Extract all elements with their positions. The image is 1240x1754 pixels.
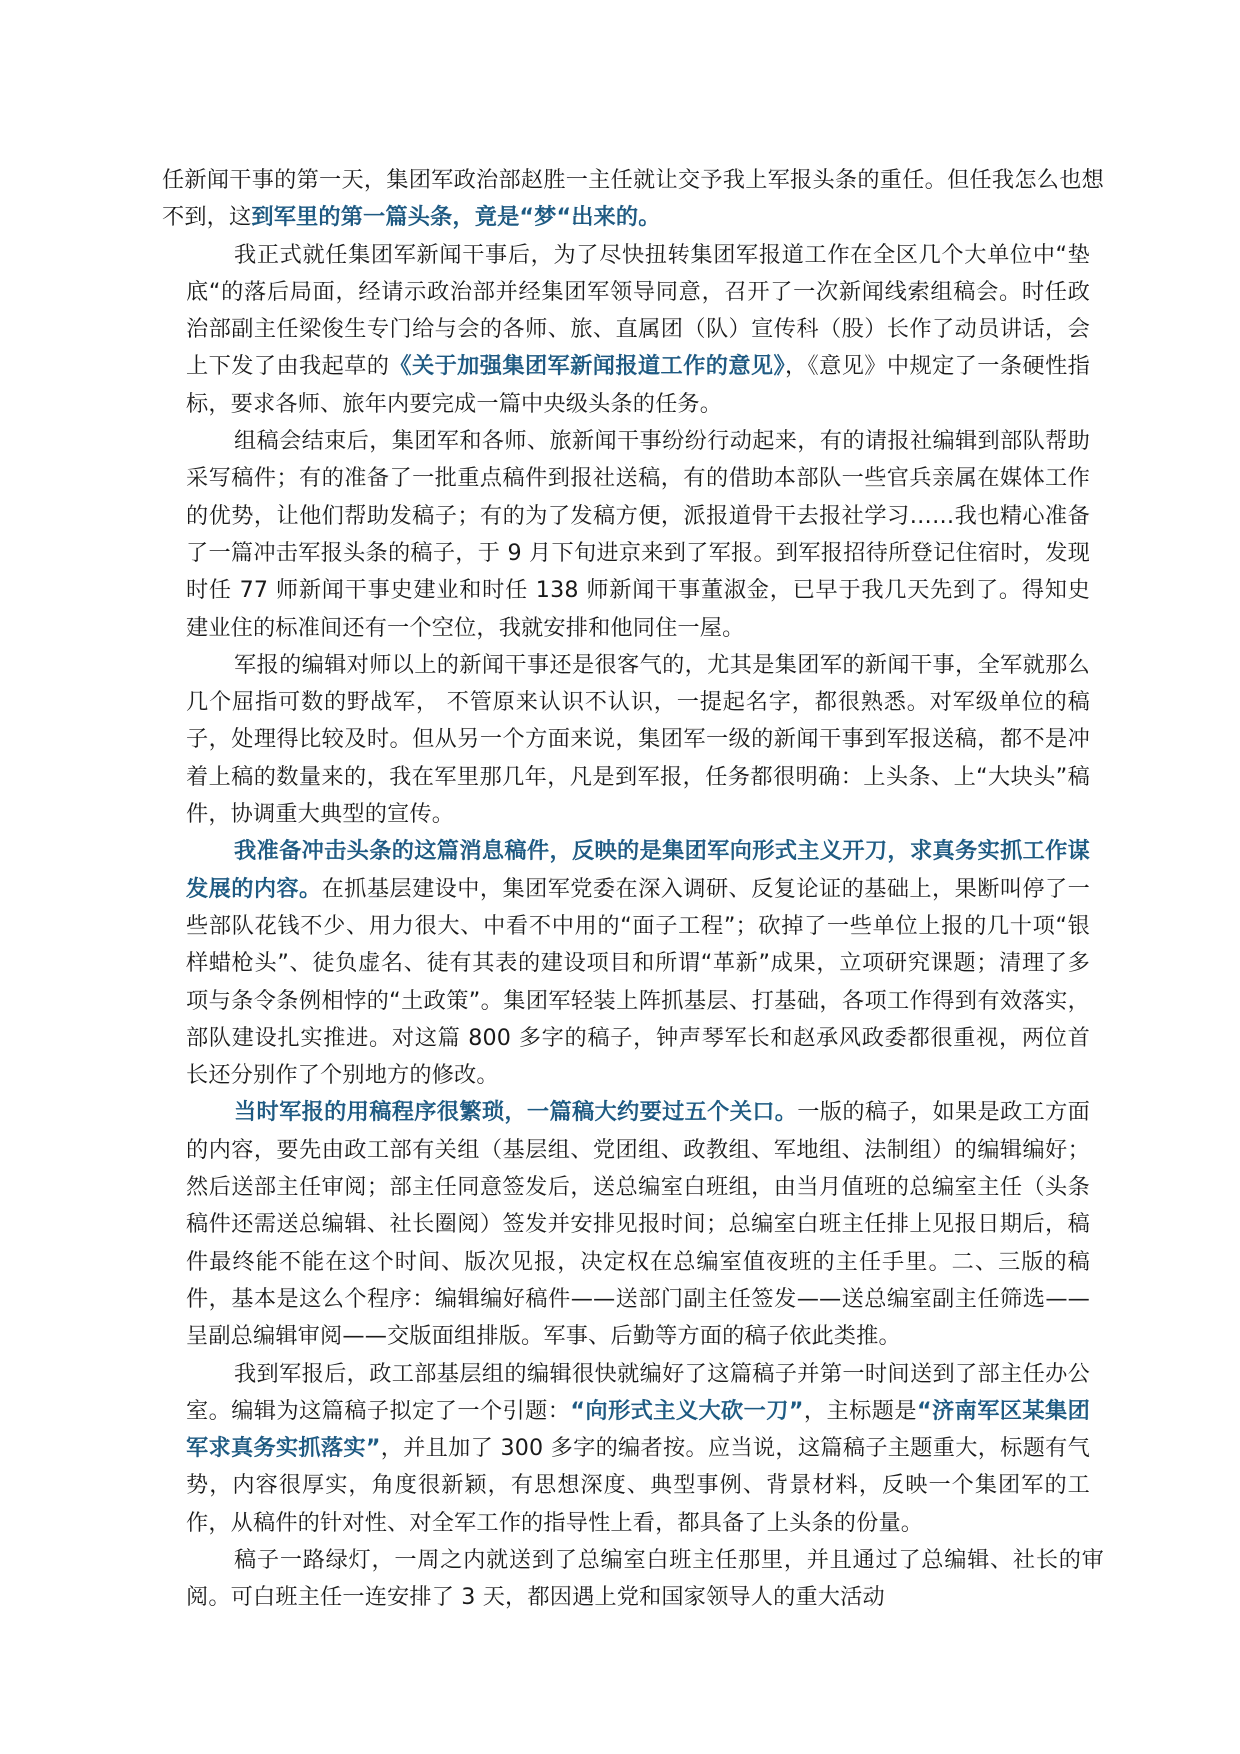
highlighted-text: “向形式主义大砍一刀” (570, 1397, 804, 1424)
article-body (162, 162, 1104, 1617)
paragraph-7 (186, 1356, 1090, 1542)
paragraph-text: 我正式就任集团军新闻干事后，为了尽快扭转集团军报道工作在全区几个大单位中“垫底“的落后局面，经请示政治部并经集团军领导同意，召开了一次新闻线索组稿会。时任政治部副主任梁俊生专门给与会的各师、旅、直属团（队）宣传科（股）长作了动员讲话，会上下发了由我起草的 (186, 241, 1090, 380)
paragraph-3 (186, 423, 1090, 647)
paragraph-text: 一版的稿子，如果是政工方面的内容，要先由政工部有关组（基层组、党团组、政教组、军地组、法制组）的编辑编好；然后送部主任审阅；部主任同意签发后，送总编室白班组，由当月值班的总编室主任（头条稿件还需送总编辑、社长圈阅）签发并安排见报时间；总编室白班主任排上见报日期后，稿件最终能不能在这个时间、版次见报，决定权在总编室值夜班的主任手里。二、三版的稿件，基本是这么个程序：编辑编好稿件——送部门副主任签发——送总编室副主任筛选——呈副总编辑审阅——交版面组排版。军事、后勤等方面的稿子依此类推。 (186, 1099, 1091, 1350)
paragraph-text: 稿子一路绿灯，一周之内就送到了总编室白班主任那里，并且通过了总编辑、社长的审阅。可白班主任一连安排了 3 天，都因遇上党和国家领导人的重大活动 (186, 1546, 1104, 1611)
paragraph-text: ，主标题是 (803, 1397, 917, 1424)
paragraph-4 (186, 647, 1090, 833)
highlighted-text: “济南军区某集团军求真务实抓落实” (186, 1397, 1090, 1462)
paragraph-1 (162, 162, 1104, 237)
highlighted-text: 到军里的第一篇头条，竟是“梦“出来的。 (251, 204, 661, 231)
paragraph-6 (186, 1094, 1090, 1355)
highlighted-text: 当时军报的用稿程序很繁琐，一篇稿大约要过五个关口。 (234, 1099, 798, 1126)
paragraph-text: 我到军报后，政工部基层组的编辑很快就编好了这篇稿子并第一时间送到了部主任办公室。编辑为这篇稿子拟定了一个引题： (186, 1360, 1090, 1424)
paragraph-text: ，并且加了 300 多字的编者按。应当说，这篇稿子主题重大，标题有气势，内容很厚实，角度很新颖，有思想深度、典型事例、背景材料，反映一个集团军的工作，从稿件的针对性、对全军工作的指导性上看，都具备了上头条的份量。 (186, 1435, 1090, 1536)
paragraph-5 (186, 833, 1090, 1094)
paragraph-text: 任新闻干事的第一天，集团军政治部赵胜一主任就让交予我上军报头条的重任。但任我怎么也想不到，这 (162, 167, 1104, 231)
paragraph-text: 在抓基层建设中，集团军党委在深入调研、反复论证的基础上，果断叫停了一些部队花钱不少、用力很大、中看不中用的“面子工程”；砍掉了一些单位上报的几十项“银样蜡枪头”、徒负虚名、徒有其表的建设项目和所谓“革新”成果，立项研究课题；清理了多项与条令条例相悖的“土政策”。集团军轻装上阵抓基层、打基础，各项工作得到有效落实，部队建设扎实推进。对这篇 800 多字的稿子，钟声琴军长和赵承风政委都很重视，两位首长还分别作了个别地方的修改。 (186, 875, 1090, 1089)
paragraph-text: ，《意见》中规定了一条硬性指标，要求各师、旅年内要完成一篇中央级头条的任务。 (186, 353, 1091, 417)
highlighted-text: 我准备冲击头条的这篇消息稿件，反映的是集团军向形式主义开刀，求真务实抓工作谋发展的内容。 (186, 838, 1090, 902)
highlighted-text: 《关于加强集团军新闻报道工作的意见》 (389, 353, 786, 380)
paragraph-text: 组稿会结束后，集团军和各师、旅新闻干事纷纷行动起来，有的请报社编辑到部队帮助采写稿件；有的准备了一批重点稿件到报社送稿，有的借助本部队一些官兵亲属在媒体工作的优势，让他们帮助发稿子；有的为了发稿方便，派报道骨干去报社学习……我也精心准备了一篇冲击军报头条的稿子，于 9 月下旬进京来到了军报。到军报招待所登记住宿时，发现时任 77 师新闻干事史建业和时任 138 师新闻干事董淑金，已早于我几天先到了。得知史建业住的标准间还有一个空位，我就安排和他同住一屋。 (186, 428, 1090, 641)
paragraph-2 (186, 237, 1090, 423)
paragraph-text: 军报的编辑对师以上的新闻干事还是很客气的，尤其是集团军的新闻干事，全军就那么几个屈指可数的野战军， 不管原来认识不认识，一提起名字，都很熟悉。对军级单位的稿子，处理得比较及时。但从另一个方面来说，集团军一级的新闻干事到军报送稿，都不是冲着上稿的数量来的，我在军里那几年，凡是到军报，任务都很明确：上头条、上“大块头”稿件，协调重大典型的宣传。 (186, 651, 1090, 828)
paragraph-8 (186, 1542, 1104, 1617)
